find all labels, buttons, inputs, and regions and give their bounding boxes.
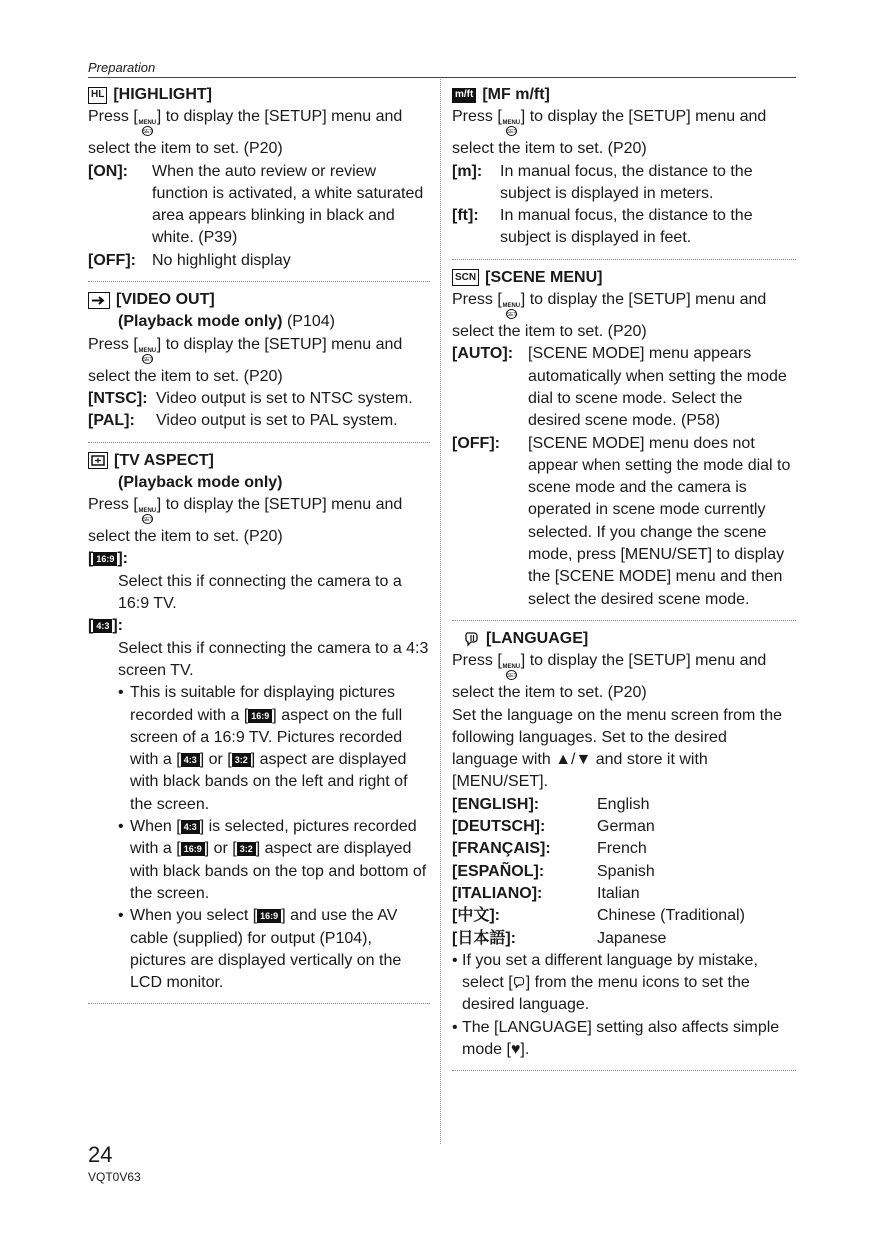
highlight-title <box>88 84 430 106</box>
language-row: [ITALIANO]: Italian <box>452 884 640 902</box>
language-row: [ENGLISH]: English <box>452 795 650 813</box>
menu-set-icon: MENU SET <box>138 508 157 524</box>
scene-option-auto: [AUTO]: [SCENE MODE] menu appears automatically when setting the mode dial to scene mode. Select the desired scene mode. (P58) <box>452 345 787 430</box>
language-row: [日本語]: Japanese <box>452 929 667 947</box>
menu-set-icon: MENU SET <box>138 347 157 363</box>
aspect-16-9-icon: 16:9 <box>257 909 281 923</box>
video-out-icon <box>88 292 110 309</box>
left-column <box>88 84 430 1011</box>
menu-set-icon: MENU SET <box>502 303 521 319</box>
tv-aspect-title-text: [TV ASPECT] <box>114 451 214 469</box>
language-icon <box>513 974 526 991</box>
separator <box>452 1070 796 1071</box>
mf-option-m: [m]: In manual focus, the distance to the subject is displayed in meters. <box>452 162 753 202</box>
scene-menu-intro: Press [ MENU SET ] to display the [SETUP] menu and select the item to set. (P20) <box>452 291 767 341</box>
tv-note-1: • This is suitable for displaying pictures recorded with a [ 16:9 ] aspect on the full screen of a 16:9 TV. Pictures recorded with a [ 4:3 ] or [ 3:2 ] aspect are displayed with black bands on the left and right of the screen. <box>118 684 408 813</box>
mf-intro: Press [ MENU SET ] to display the [SETUP] menu and select the item to set. (P20) <box>452 108 767 158</box>
language-note-1: • If you set a different language by mistake, select [ ] from the menu icons to set the desired language. <box>452 951 758 1014</box>
header-rule <box>88 77 796 78</box>
tv-option-4-3: [ 4:3 ]: <box>88 617 123 635</box>
document-code: VQT0V63 <box>88 1170 141 1184</box>
page-number: 24 <box>88 1142 113 1167</box>
language-row: [中文]: Chinese (Traditional) <box>452 907 745 925</box>
column-divider <box>440 79 441 1144</box>
language-section <box>452 628 796 1061</box>
highlight-icon: HL <box>88 87 107 104</box>
aspect-3-2-icon: 3:2 <box>232 753 251 767</box>
scene-menu-title-text: [SCENE MENU] <box>485 268 603 286</box>
language-icon <box>464 631 480 647</box>
aspect-4-3-icon: 4:3 <box>181 820 200 834</box>
mf-option-ft: [ft]: In manual focus, the distance to the subject is displayed in feet. <box>452 207 753 247</box>
tv-aspect-subtitle: (Playback mode only) <box>118 473 283 491</box>
section-header: Preparation <box>88 60 156 75</box>
tv-option-16-9-text: Select this if connecting the camera to a 16:9 TV. <box>118 572 402 613</box>
video-option-pal: [PAL]: Video output is set to PAL system. <box>88 412 398 430</box>
separator <box>452 259 796 260</box>
highlight-section <box>88 84 430 272</box>
menu-set-icon: MENU SET <box>502 120 521 136</box>
language-title <box>452 628 796 650</box>
language-description: Set the language on the menu screen from the following languages. Set to the desired language with ▲/▼ and store it with [MENU/SET]. <box>452 706 782 791</box>
aspect-16-9-icon: 16:9 <box>93 552 117 566</box>
video-option-ntsc: [NTSC]: Video output is set to NTSC system. <box>88 389 413 407</box>
highlight-option-on: [ON]: When the auto review or review function is activated, a white saturated area appears blinking in black and white. (P39) <box>88 162 424 247</box>
heart-icon: ♥ <box>510 1040 521 1058</box>
video-out-title-text: [VIDEO OUT] <box>116 291 215 309</box>
aspect-16-9-icon: 16:9 <box>248 709 272 723</box>
aspect-4-3-icon: 4:3 <box>181 753 200 767</box>
mf-section <box>452 84 796 250</box>
highlight-intro: Press [ MENU SET ] to display the [SETUP] menu and select the item to set. (P20) <box>88 108 403 158</box>
tv-aspect-intro: Press [ MENU SET ] to display the [SETUP] menu and select the item to set. (P20) <box>88 496 403 546</box>
language-row: [ESPAÑOL]: Spanish <box>452 862 655 880</box>
separator <box>88 442 430 443</box>
separator <box>88 1003 430 1004</box>
mf-icon: m/ft <box>452 88 476 103</box>
tv-aspect-title <box>88 450 430 472</box>
scene-menu-title <box>452 267 796 289</box>
language-title-text: [LANGUAGE] <box>486 629 589 647</box>
tv-note-2: • When [ 4:3 ] is selected, pictures recorded with a [ 16:9 ] or [ 3:2 ] aspect are displayed with black bands on the top and bottom of the screen. <box>118 818 427 902</box>
menu-set-icon: MENU SET <box>502 664 521 680</box>
video-out-title <box>88 289 430 311</box>
separator <box>452 620 796 621</box>
tv-note-3: • When you select [ 16:9 ] and use the AV cable (supplied) for output (P104), pictures are displayed vertically on the LCD monitor. <box>118 907 402 992</box>
language-row: [FRANÇAIS]: French <box>452 840 647 858</box>
tv-aspect-section <box>88 450 430 995</box>
tv-aspect-icon <box>88 452 108 469</box>
menu-set-icon: MENU SET <box>138 120 157 136</box>
tv-option-16-9: [ 16:9 ]: <box>88 550 128 568</box>
aspect-16-9-icon: 16:9 <box>181 842 205 856</box>
video-out-intro: Press [ MENU SET ] to display the [SETUP] menu and select the item to set. (P20) <box>88 335 403 385</box>
video-out-subtitle: (Playback mode only) (P104) <box>118 313 335 331</box>
scene-option-off: [OFF]: [SCENE MODE] menu does not appear when setting the mode dial to scene mode and the camera is operated in scene mode currently selected. If you change the scene mode, press [MENU/SET] to display the [SCENE MODE] menu and then select the desired scene mode. <box>452 434 791 608</box>
scene-icon: SCN <box>452 269 479 286</box>
mf-title-text: [MF m/ft] <box>482 86 550 103</box>
language-intro: Press [ MENU SET ] to display the [SETUP] menu and select the item to set. (P20) <box>452 652 767 702</box>
language-row: [DEUTSCH]: German <box>452 818 655 836</box>
scene-menu-section <box>452 267 796 611</box>
tv-option-4-3-text: Select this if connecting the camera to a 4:3 screen TV. <box>118 639 429 679</box>
mf-title <box>452 84 796 106</box>
separator <box>88 281 430 282</box>
aspect-3-2-icon: 3:2 <box>237 842 256 856</box>
video-out-section <box>88 289 430 432</box>
highlight-option-off: [OFF]: No highlight display <box>88 251 291 269</box>
right-column <box>452 84 796 1078</box>
language-note-2: • The [LANGUAGE] setting also affects simple mode [♥]. <box>452 1018 780 1058</box>
aspect-4-3-icon: 4:3 <box>93 619 112 633</box>
highlight-title-text: [HIGHLIGHT] <box>113 86 212 103</box>
